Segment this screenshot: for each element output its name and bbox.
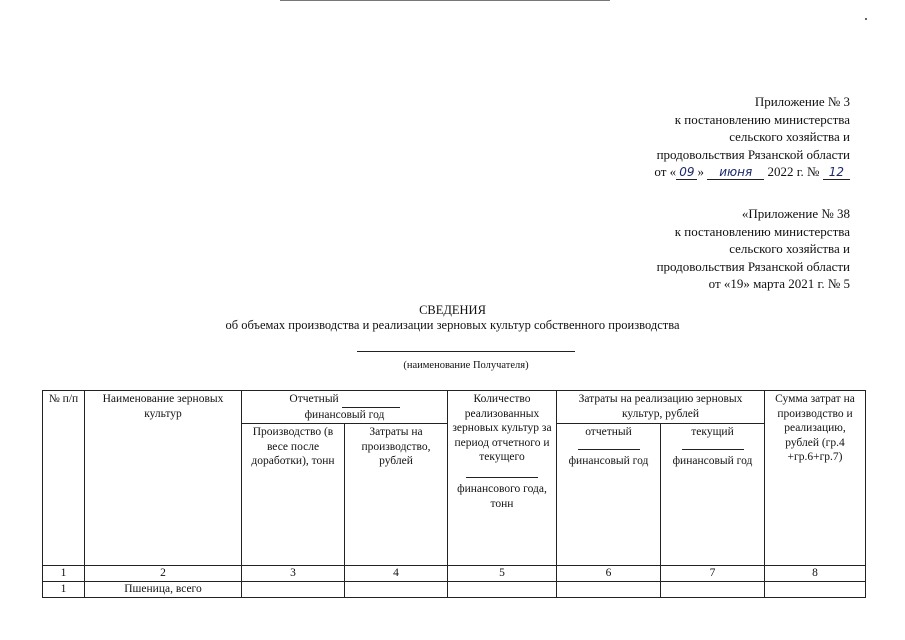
header-reporting-year [242,391,448,424]
column-number: 4 [345,566,448,582]
appendix-line: продовольствия Рязанской области [656,258,850,274]
date-mid: » [697,164,704,179]
appendix-line: от «19» марта 2021 г. № 5 [708,276,850,291]
recipient-caption: (наименование Получателя) [403,360,529,371]
header-reporting [557,424,661,566]
handwritten-day: 09 [676,166,697,180]
reporting-year-blank [342,392,400,408]
row-cell-empty [345,582,448,598]
column-number: 2 [85,566,242,582]
table-row [43,582,866,598]
header-sum: Сумма затрат на производство и реализацию, рублей (гр.4 +гр.6+гр.7) [765,391,866,566]
current-label: текущий [691,426,734,438]
column-number: 6 [557,566,661,582]
recipient-blank-line [357,351,575,352]
document-title: СВЕДЕНИЯ [419,303,486,317]
reporting-blank [578,445,640,450]
column-number: 8 [765,566,866,582]
appendix-line: «Приложение № 38 [741,206,850,221]
header-num: № п/п [43,391,85,566]
row-cell-empty [661,582,765,598]
reporting-fy-label: финансовый год [568,455,649,467]
row-cell-empty [448,582,557,598]
handwritten-number: 12 [823,166,850,180]
appendix-line: к постановлению министерства [674,223,850,239]
row-cell-empty [765,582,866,598]
reporting-year-suffix: финансовый год [304,408,385,421]
appendix-line: продовольствия Рязанской области [656,146,850,162]
header-sales-costs: Затраты на реализацию зерновых культур, рублей [557,391,765,424]
header-sold [448,391,557,566]
column-number: 5 [448,566,557,582]
header-production: Производство (в весе после доработки), тонн [242,424,345,566]
current-blank [682,445,744,450]
appendix-38-header [657,205,850,293]
row-cell-empty [242,582,345,598]
appendix-date-line [654,163,850,181]
header-row-1 [43,391,866,424]
appendix-line: сельского хозяйства и [729,129,850,144]
column-number: 3 [242,566,345,582]
appendix-line: сельского хозяйства и [729,241,850,256]
reporting-year-prefix: Отчетный [289,393,339,405]
handwritten-month: июня [707,166,764,180]
sold-top-text: Количество реализованных зерновых культур за период отчетного и текущего [452,393,552,463]
date-prefix: от « [654,164,677,179]
scan-speck [865,18,867,20]
appendix-line: Приложение № 3 [754,94,850,109]
document-subtitle: об объемах производства и реализации зерновых культур собственного производства [225,318,680,332]
appendix-line: к постановлению министерства [674,111,850,127]
current-fy-label: финансовый год [672,455,753,467]
header-name: Наименование зерновых культур [85,391,242,566]
sold-bottom-text: финансового года, тонн [457,483,547,510]
reporting-label: отчетный [585,426,632,438]
header-costs-production: Затраты на производство, рублей [345,424,448,566]
column-number-row [43,566,866,582]
row-crop-name: Пшеница, всего [85,582,242,598]
header-current [661,424,765,566]
sold-blank [466,465,538,478]
row-num: 1 [43,582,85,598]
row-cell-empty [557,582,661,598]
date-year: 2022 г. № [767,164,820,179]
column-number: 7 [661,566,765,582]
data-table [42,390,866,598]
scan-edge-line [280,0,610,1]
appendix-3-header [654,93,850,181]
column-number: 1 [43,566,85,582]
